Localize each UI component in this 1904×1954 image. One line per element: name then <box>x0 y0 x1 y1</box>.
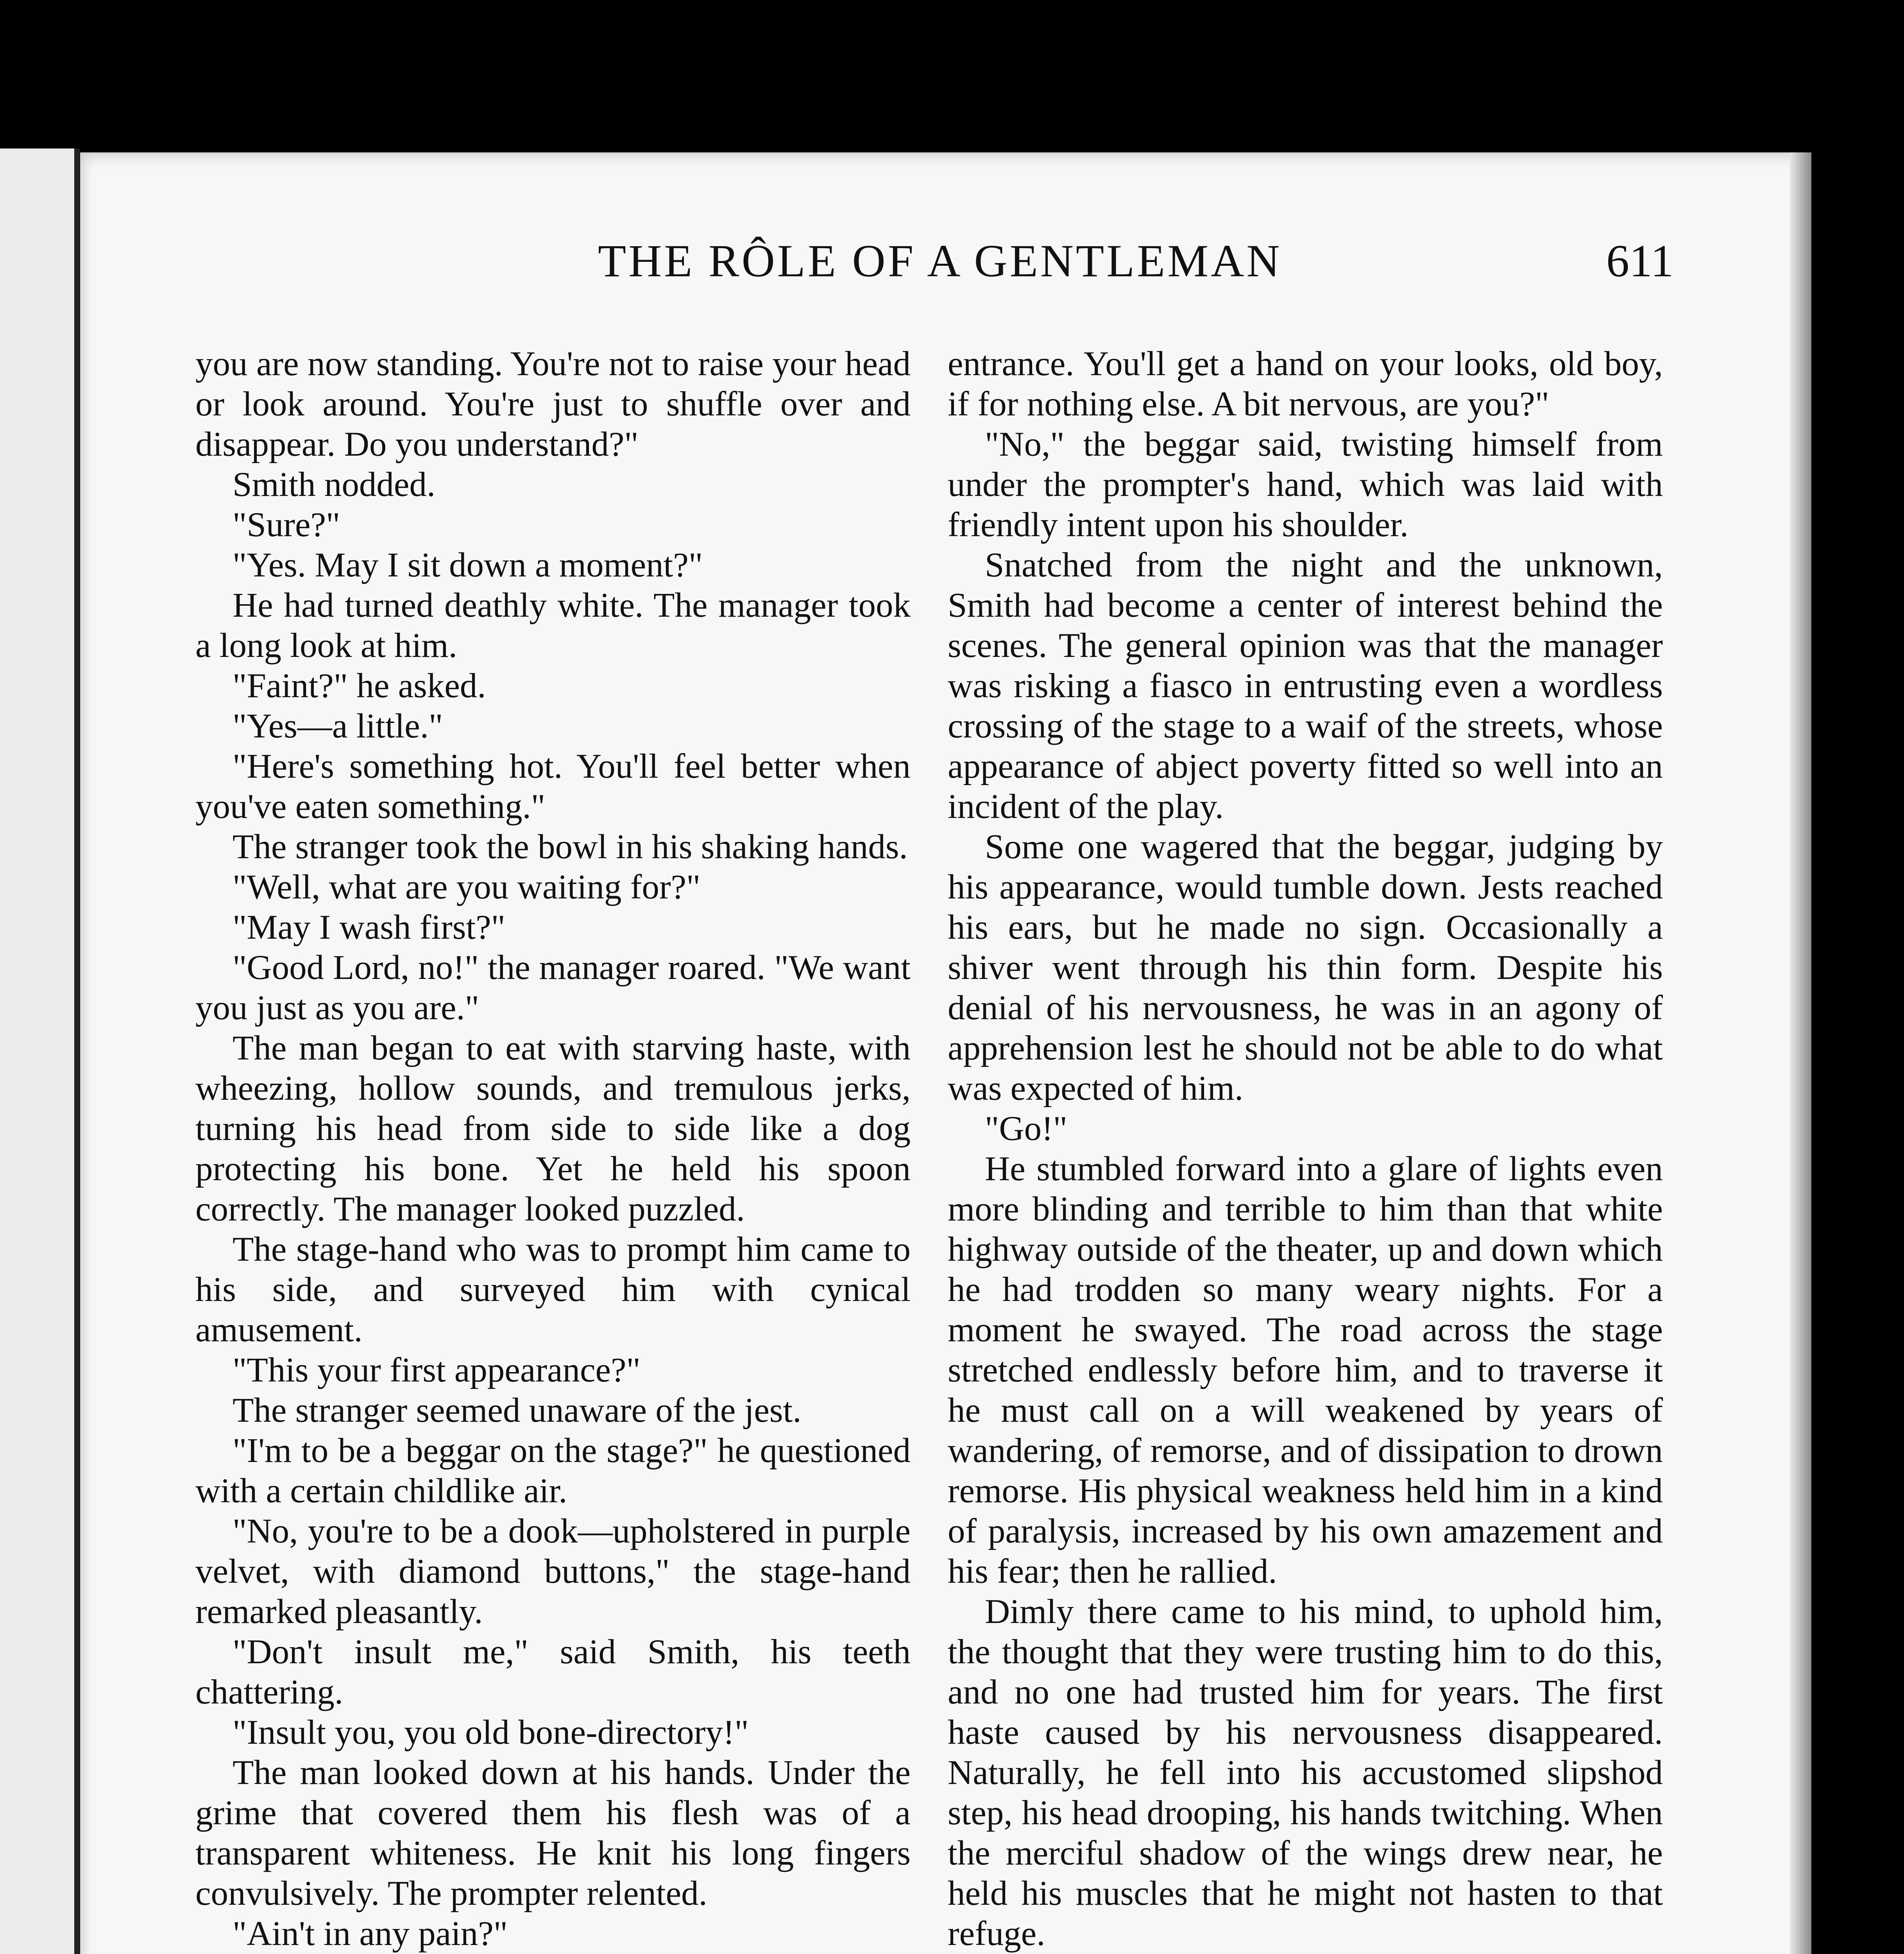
paragraph: "Sure?" <box>233 506 340 544</box>
paragraph: Smith nodded. <box>233 465 436 504</box>
paragraph: "No," the beggar said, twisting himself from under the prompter's hand, which was laid with friendly intent upon his shoulder. <box>948 425 1663 544</box>
paragraph: The stage-hand who was to prompt him came to his side, and surveyed him with cynical amusement. <box>195 1230 911 1349</box>
paragraph: Dimly there came to his mind, to uphold him, the thought that they were trusting him to do this, and no one had trusted him for years. The first haste caused by his nervousness disappeared. Naturally, he fell into his accustomed slipshod step, his head drooping, his hands twitching. When the merciful shadow of the wings drew near, he held his muscles that he might not hasten to that refuge. <box>948 1593 1663 1953</box>
paragraph: The man looked down at his hands. Under the grime that covered them his flesh was of a transparent whiteness. He knit his long fingers convulsively. The prompter relented. <box>195 1754 911 1913</box>
paragraph: The stranger took the bowl in his shaking hands. <box>233 828 908 866</box>
paragraph: "I'm to be a beggar on the stage?" he questioned with a certain childlike air. <box>195 1432 911 1510</box>
page-number: 611 <box>1606 235 1674 286</box>
paragraph: "No, you're to be a dook—upholstered in purple velvet, with diamond buttons," the stage-hand remarked pleasantly. <box>195 1512 911 1631</box>
paragraph: The stranger seemed unaware of the jest. <box>233 1391 802 1430</box>
left-column <box>195 344 911 1954</box>
paragraph: "Go!" <box>985 1109 1068 1148</box>
running-head: THE RÔLE OF A GENTLEMAN <box>598 235 1282 286</box>
paragraph: "Yes. May I sit down a moment?" <box>233 546 703 584</box>
paragraph: Some one wagered that the beggar, judging by his appearance, would tumble down. Jests reached his ears, but he made no sign. Occasionally a shiver went through his thin form. Despite his denial of his nervousness, he was in an agony of apprehension lest he should not be able to do what was expected of him. <box>948 828 1663 1108</box>
paragraph: "May I wash first?" <box>233 908 505 947</box>
paragraph: "Good Lord, no!" the manager roared. "We want you just as you are." <box>195 948 911 1027</box>
facing-page-edge <box>0 149 80 1954</box>
paragraph: "Well, what are you waiting for?" <box>233 868 701 906</box>
paragraph: entrance. You'll get a hand on your looks, old boy, if for nothing else. A bit nervous, are you?" <box>948 345 1663 423</box>
paragraph: He stumbled forward into a glare of lights even more blinding and terrible to him than that white highway outside of the theater, up and down which he had trodden so many weary nights. For a moment he swayed. The road across the stage stretched endlessly before him, and to traverse it he must call on a will weakened by years of wandering, of remorse, and of dissipation to drown remorse. His physical weakness held him in a kind of paralysis, increased by his own amazement and his fear; then he rallied. <box>948 1150 1663 1591</box>
paragraph: Snatched from the night and the unknown, Smith had become a center of interest behind the scenes. The general opinion was that the manager was risking a fiasco in entrusting even a wordless crossing of the stage to a waif of the streets, whose appearance of abject poverty fitted so well into an incident of the play. <box>948 546 1663 826</box>
right-column <box>948 344 1663 1954</box>
page-gutter-shadow <box>1790 152 1811 1954</box>
paragraph: The man began to eat with starving haste, with wheezing, hollow sounds, and tremulous jerks, turning his head from side to side like a dog protecting his bone. Yet he held his spoon correctly. The manager looked puzzled. <box>195 1029 911 1228</box>
paragraph: "Yes—a little." <box>233 707 443 745</box>
paragraph: you are now standing. You're not to raise your head or look around. You're just to shuffle over and disappear. Do you understand?" <box>195 345 911 463</box>
paragraph: "Here's something hot. You'll feel better when you've eaten something." <box>195 747 911 826</box>
paragraph: He had turned deathly white. The manager took a long look at him. <box>195 586 911 665</box>
paragraph: "Insult you, you old bone-directory!" <box>233 1713 749 1752</box>
paragraph: "Don't insult me," said Smith, his teeth chattering. <box>195 1633 911 1711</box>
paragraph: "Ain't in any pain?" <box>233 1915 508 1953</box>
paragraph: "Faint?" he asked. <box>233 667 486 705</box>
paragraph: "This your first appearance?" <box>233 1351 641 1389</box>
